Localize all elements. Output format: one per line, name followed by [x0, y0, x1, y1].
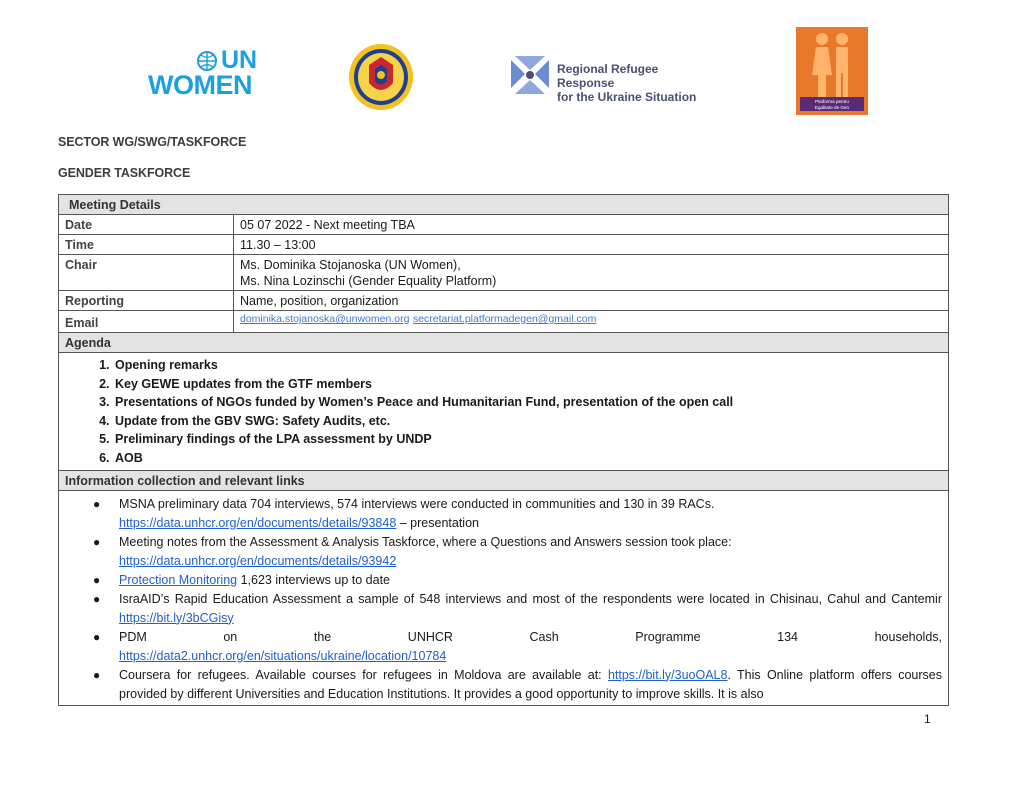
chair-value: [234, 255, 949, 291]
agenda-item: 3. Presentations of NGOs funded by Women’s Peace and Humanitarian Fund, presentation of the open call: [113, 393, 942, 412]
agenda-cell: [59, 353, 949, 471]
chair-label: Chair: [59, 255, 234, 291]
bullet-icon: ●: [93, 629, 101, 644]
bullet-icon: ●: [93, 496, 101, 511]
info-header-row: [59, 470, 949, 490]
date-row: [59, 215, 949, 235]
bullet-icon: ●: [93, 667, 101, 682]
list-item: [93, 495, 942, 533]
meeting-table: [58, 194, 949, 706]
date-value: 05 07 2022 - Next meeting TBA: [234, 215, 949, 235]
reporting-value: Name, position, organization: [234, 291, 949, 311]
reporting-row: [59, 291, 949, 311]
refugee-response-line1: Regional Refugee Response: [557, 62, 659, 90]
email-value: [234, 311, 949, 333]
email-row: [59, 311, 949, 333]
meeting-details-header-row: [59, 195, 949, 215]
info-cell: [59, 490, 949, 705]
chair-email-link-1[interactable]: dominika.stojanoska@unwomen.org: [240, 313, 410, 325]
un-women-logo: [148, 48, 270, 100]
time-value: 11.30 – 13:00: [234, 235, 949, 255]
msna-text: MSNA preliminary data 704 interviews, 574 interviews were conducted in communities and 130 in 39 RACs.: [119, 496, 715, 511]
regional-refugee-response-logo: [507, 50, 717, 102]
list-item: [93, 590, 942, 628]
moldova-coat-of-arms-logo: [348, 43, 414, 111]
date-label: Date: [59, 215, 234, 235]
chair-value-2: Ms. Nina Lozinschi (Gender Equality Platform): [240, 274, 497, 288]
meeting-notes-text: Meeting notes from the Assessment & Analysis Taskforce, where a Questions and Answers session took place:: [119, 534, 732, 549]
agenda-item: 1. Opening remarks: [113, 356, 942, 375]
agenda-title: Agenda: [59, 333, 949, 353]
platform-logo-line1: Platforma pentru: [815, 99, 849, 104]
agenda-header-row: [59, 333, 949, 353]
agenda-row: [59, 353, 949, 471]
msna-after: – presentation: [396, 515, 479, 530]
agenda-item: 5. Preliminary findings of the LPA assessment by UNDP: [113, 430, 942, 449]
refugee-response-emblem-icon: [507, 54, 553, 100]
list-item: [93, 533, 942, 571]
un-emblem-icon: [196, 50, 218, 72]
refugee-response-line2: for the Ukraine Situation: [557, 90, 697, 104]
agenda-list: [65, 356, 942, 468]
un-women-logo-line1: UN: [221, 46, 258, 74]
chair-email-link-2[interactable]: secretariat.platformadegen@gmail.com: [412, 313, 597, 325]
coursera-after: . This Online platform offers courses provided by different Universities and Education Institutions. It provides a good opportunity to improve skills. It is also: [119, 667, 942, 701]
protection-monitoring-link[interactable]: Protection Monitoring: [119, 572, 238, 587]
gender-equality-platform-logo: [786, 23, 878, 119]
list-item: [93, 571, 942, 590]
protection-monitoring-after: 1,623 interviews up to date: [237, 572, 390, 587]
pdm-link[interactable]: https://data2.unhcr.org/en/situations/ukraine/location/10784: [119, 648, 447, 663]
coursera-link[interactable]: https://bit.ly/3uoOAL8: [607, 667, 728, 682]
meeting-notes-link[interactable]: https://data.unhcr.org/en/documents/details/93942: [119, 553, 397, 568]
info-list: [65, 495, 942, 704]
time-label: Time: [59, 235, 234, 255]
chair-row: [59, 255, 949, 291]
meeting-details-title: Meeting Details: [59, 195, 949, 215]
list-item: [93, 628, 942, 666]
bullet-icon: ●: [93, 572, 101, 587]
platform-logo-line2: Egalitate de Gen: [814, 105, 850, 110]
agenda-item: 2. Key GEWE updates from the GTF members: [113, 375, 942, 394]
coursera-text: Coursera for refugees. Available courses for refugees in Moldova are available at:: [119, 667, 608, 682]
taskforce-heading: GENDER TASKFORCE: [58, 166, 191, 180]
bullet-icon: ●: [93, 591, 101, 606]
israaid-text: IsraAID’s Rapid Education Assessment a sample of 548 interviews and most of the respondents were located in Chisinau, Cahul and Cantemir: [119, 591, 942, 606]
reporting-label: Reporting: [59, 291, 234, 311]
sector-heading: SECTOR WG/SWG/TASKFORCE: [58, 135, 247, 149]
israaid-link[interactable]: https://bit.ly/3bCGisy: [119, 610, 234, 625]
page-number: 1: [924, 712, 931, 726]
chair-value-1: Ms. Dominika Stojanoska (UN Women),: [240, 258, 461, 272]
pdm-text: PDM on the UNHCR Cash Programme 134 households,: [119, 629, 942, 644]
msna-link[interactable]: https://data.unhcr.org/en/documents/details/93848: [119, 515, 397, 530]
agenda-item: 4. Update from the GBV SWG: Safety Audits, etc.: [113, 412, 942, 431]
un-women-logo-line2: WOMEN: [148, 70, 252, 100]
list-item: [93, 666, 942, 704]
info-title: Information collection and relevant links: [59, 470, 949, 490]
bullet-icon: ●: [93, 534, 101, 549]
email-label: Email: [59, 311, 234, 333]
info-row: [59, 490, 949, 705]
agenda-item: 6. AOB: [113, 449, 942, 468]
time-row: [59, 235, 949, 255]
